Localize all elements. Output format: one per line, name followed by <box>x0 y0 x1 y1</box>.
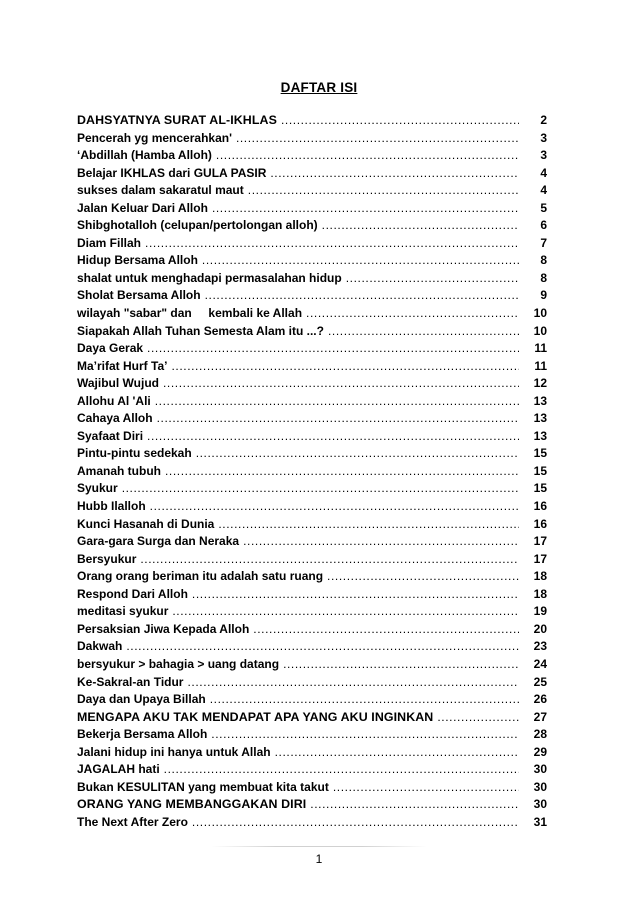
toc-entry-title: Pintu-pintu sedekah <box>77 446 192 461</box>
toc-entry-title: Respond Dari Alloh <box>77 586 188 601</box>
toc-entry <box>77 182 547 200</box>
toc-entry-page: 13 <box>533 428 547 443</box>
toc-entry <box>77 358 547 376</box>
toc-entry-title: ‘Abdillah (Hamba Alloh) <box>77 148 212 163</box>
dot-leader <box>172 603 519 621</box>
dot-leader <box>157 410 519 428</box>
toc-entry <box>77 323 547 341</box>
toc-entry-page: 17 <box>533 534 547 549</box>
toc-entry-page: 30 <box>533 762 547 777</box>
table-of-contents <box>77 112 547 831</box>
dot-leader <box>202 252 519 270</box>
toc-entry-page: 13 <box>533 393 547 408</box>
toc-entry-page: 16 <box>533 516 547 531</box>
toc-entry-title: Kunci Hasanah di Dunia <box>77 516 215 531</box>
toc-entry-title: Amanah tubuh <box>77 463 161 478</box>
toc-entry-page: 19 <box>533 604 547 619</box>
dot-leader <box>164 761 519 779</box>
dot-leader <box>192 814 519 832</box>
toc-entry <box>77 638 547 656</box>
toc-entry <box>77 691 547 709</box>
toc-entry-title: The Next After Zero <box>77 814 188 829</box>
toc-entry <box>77 568 547 586</box>
toc-entry-page: 5 <box>540 200 547 215</box>
toc-entry-page: 3 <box>540 130 547 145</box>
toc-entry-title: Daya dan Upaya Billah <box>77 692 206 707</box>
toc-entry-title: JAGALAH hati <box>77 762 160 777</box>
toc-entry <box>77 480 547 498</box>
toc-entry <box>77 410 547 428</box>
dot-leader <box>126 638 519 656</box>
toc-entry <box>77 217 547 235</box>
toc-entry-title: Jalani hidup ini hanya untuk Allah <box>77 744 271 759</box>
toc-entry-title: DAHSYATNYA SURAT AL-IKHLAS <box>77 113 277 127</box>
toc-entry-page: 4 <box>540 183 547 198</box>
dot-leader <box>275 744 519 762</box>
toc-entry-page: 24 <box>533 656 547 671</box>
toc-entry-title: Hidup Bersama Alloh <box>77 253 198 268</box>
dot-leader <box>192 586 519 604</box>
toc-entry <box>77 586 547 604</box>
dot-leader <box>140 551 519 569</box>
toc-entry-title: Daya Gerak <box>77 341 144 356</box>
page-title: DAFTAR ISI <box>280 80 358 95</box>
toc-entry <box>77 147 547 165</box>
toc-entry-title: Belajar IKHLAS dari GULA PASIR <box>77 165 267 180</box>
dot-leader <box>212 200 519 218</box>
toc-entry <box>77 709 547 727</box>
dot-leader <box>147 428 519 446</box>
toc-entry-page: 31 <box>533 814 547 829</box>
toc-entry <box>77 252 547 270</box>
toc-entry-title: Bekerja Bersama Alloh <box>77 727 208 742</box>
toc-entry <box>77 814 547 832</box>
toc-entry-page: 4 <box>540 165 547 180</box>
dot-leader <box>248 182 519 200</box>
toc-entry-page: 29 <box>533 744 547 759</box>
toc-entry-title: ORANG YANG MEMBANGGAKAN DIRI <box>77 797 307 812</box>
toc-entry-page: 15 <box>533 463 547 478</box>
toc-entry-title: Diam Fillah <box>77 235 142 250</box>
toc-entry-title: Jalan Keluar Dari Alloh <box>77 200 208 215</box>
dot-leader <box>243 533 519 551</box>
toc-entry-page: 9 <box>540 288 547 303</box>
toc-entry <box>77 165 547 183</box>
dot-leader <box>346 270 519 288</box>
toc-entry-page: 15 <box>533 481 547 496</box>
toc-entry-page: 18 <box>533 586 547 601</box>
toc-entry-page: 11 <box>534 358 547 373</box>
page-number: 1 <box>315 852 323 866</box>
toc-entry-page: 6 <box>540 218 547 233</box>
dot-leader <box>310 796 519 814</box>
toc-entry-title: Ma’rifat Hurf Ta’ <box>77 358 168 373</box>
dot-leader <box>163 375 519 393</box>
dot-leader <box>253 621 519 639</box>
dot-leader <box>210 691 519 709</box>
dot-leader <box>150 498 519 516</box>
toc-entry-title: sukses dalam sakaratul maut <box>77 183 244 198</box>
toc-entry <box>77 463 547 481</box>
toc-entry-title: Hubb Ilalloh <box>77 499 146 514</box>
toc-entry-title: meditasi syukur <box>77 604 169 619</box>
dot-leader <box>147 340 519 358</box>
toc-entry-page: 28 <box>533 727 547 742</box>
toc-entry-page: 13 <box>533 411 547 426</box>
toc-entry <box>77 445 547 463</box>
toc-entry-title: Sholat Bersama Alloh <box>77 288 201 303</box>
dot-leader <box>270 165 519 183</box>
toc-entry-page: 10 <box>533 323 547 338</box>
dot-leader <box>187 674 519 692</box>
dot-leader <box>196 445 519 463</box>
toc-entry <box>77 621 547 639</box>
toc-entry <box>77 393 547 411</box>
toc-entry <box>77 340 547 358</box>
toc-entry-title: Syukur <box>77 481 118 496</box>
toc-entry-page: 8 <box>540 253 547 268</box>
toc-entry <box>77 235 547 253</box>
toc-entry-title: Shibghotalloh (celupan/pertolongan alloh) <box>77 218 318 233</box>
toc-entry-page: 3 <box>540 148 547 163</box>
toc-entry-title: Bersyukur <box>77 551 137 566</box>
toc-entry-page: 26 <box>533 692 547 707</box>
dot-leader <box>306 305 519 323</box>
toc-entry <box>77 796 547 814</box>
dot-leader <box>205 287 519 305</box>
dot-leader <box>122 480 519 498</box>
toc-entry-title: Pencerah yg mencerahkan' <box>77 130 232 145</box>
toc-entry-page: 7 <box>540 235 547 250</box>
toc-entry <box>77 375 547 393</box>
toc-entry-page: 27 <box>533 709 547 724</box>
toc-entry-title: Siapakah Allah Tuhan Semesta Alam itu ...? <box>77 323 324 338</box>
toc-entry-page: 15 <box>533 446 547 461</box>
toc-entry <box>77 779 547 797</box>
toc-entry-title: MENGAPA AKU TAK MENDAPAT APA YANG AKU INGINKAN <box>77 709 434 724</box>
dot-leader <box>333 779 519 797</box>
toc-entry <box>77 516 547 534</box>
toc-entry-page: 10 <box>533 306 547 321</box>
dot-leader <box>327 568 519 586</box>
toc-entry <box>77 287 547 305</box>
dot-leader <box>322 217 519 235</box>
toc-entry-page: 8 <box>540 270 547 285</box>
toc-entry-page: 20 <box>533 621 547 636</box>
toc-entry-title: Cahaya Alloh <box>77 411 153 426</box>
toc-entry-title: Dakwah <box>77 639 123 654</box>
toc-entry <box>77 428 547 446</box>
toc-entry <box>77 498 547 516</box>
toc-entry <box>77 200 547 218</box>
dot-leader <box>283 656 519 674</box>
toc-entry <box>77 744 547 762</box>
toc-entry <box>77 270 547 288</box>
dot-leader <box>211 726 519 744</box>
toc-entry <box>77 656 547 674</box>
dot-leader <box>281 112 519 130</box>
toc-entry-title: Persaksian Jiwa Kepada Alloh <box>77 621 250 636</box>
footer-divider <box>211 846 427 847</box>
dot-leader <box>236 130 519 148</box>
toc-entry-title: shalat untuk menghadapi permasalahan hidup <box>77 270 342 285</box>
toc-entry <box>77 761 547 779</box>
toc-entry <box>77 112 547 130</box>
toc-entry-page: 25 <box>533 674 547 689</box>
toc-entry <box>77 674 547 692</box>
toc-entry-title: Wajibul Wujud <box>77 376 159 391</box>
toc-entry-title: Ke-Sakral-an Tidur <box>77 674 184 689</box>
toc-entry <box>77 130 547 148</box>
toc-entry-page: 2 <box>540 113 547 127</box>
toc-entry <box>77 533 547 551</box>
toc-entry-title: Syafaat Diri <box>77 428 144 443</box>
toc-entry-page: 17 <box>533 551 547 566</box>
toc-entry-title: Gara-gara Surga dan Neraka <box>77 534 240 549</box>
toc-entry-page: 30 <box>533 797 547 812</box>
toc-entry-title: Bukan KESULITAN yang membuat kita takut <box>77 779 329 794</box>
toc-entry <box>77 603 547 621</box>
dot-leader <box>155 393 519 411</box>
toc-entry-page: 12 <box>533 376 547 391</box>
toc-entry-page: 23 <box>533 639 547 654</box>
toc-entry-page: 30 <box>533 779 547 794</box>
toc-entry-title: wilayah "sabar" dan kembali ke Allah <box>77 306 303 321</box>
toc-entry-page: 11 <box>534 341 547 356</box>
toc-entry-title: Orang orang beriman itu adalah satu ruang <box>77 569 324 584</box>
toc-entry <box>77 551 547 569</box>
dot-leader <box>218 516 519 534</box>
toc-entry-title: Allohu Al 'Ali <box>77 393 151 408</box>
toc-entry-title: bersyukur > bahagia > uang datang <box>77 656 280 671</box>
dot-leader <box>437 709 519 727</box>
toc-entry-page: 16 <box>533 499 547 514</box>
dot-leader <box>171 358 519 376</box>
dot-leader <box>216 147 519 165</box>
dot-leader <box>328 323 519 341</box>
dot-leader <box>165 463 519 481</box>
toc-entry <box>77 305 547 323</box>
toc-entry <box>77 726 547 744</box>
toc-entry-page: 18 <box>533 569 547 584</box>
dot-leader <box>145 235 519 253</box>
